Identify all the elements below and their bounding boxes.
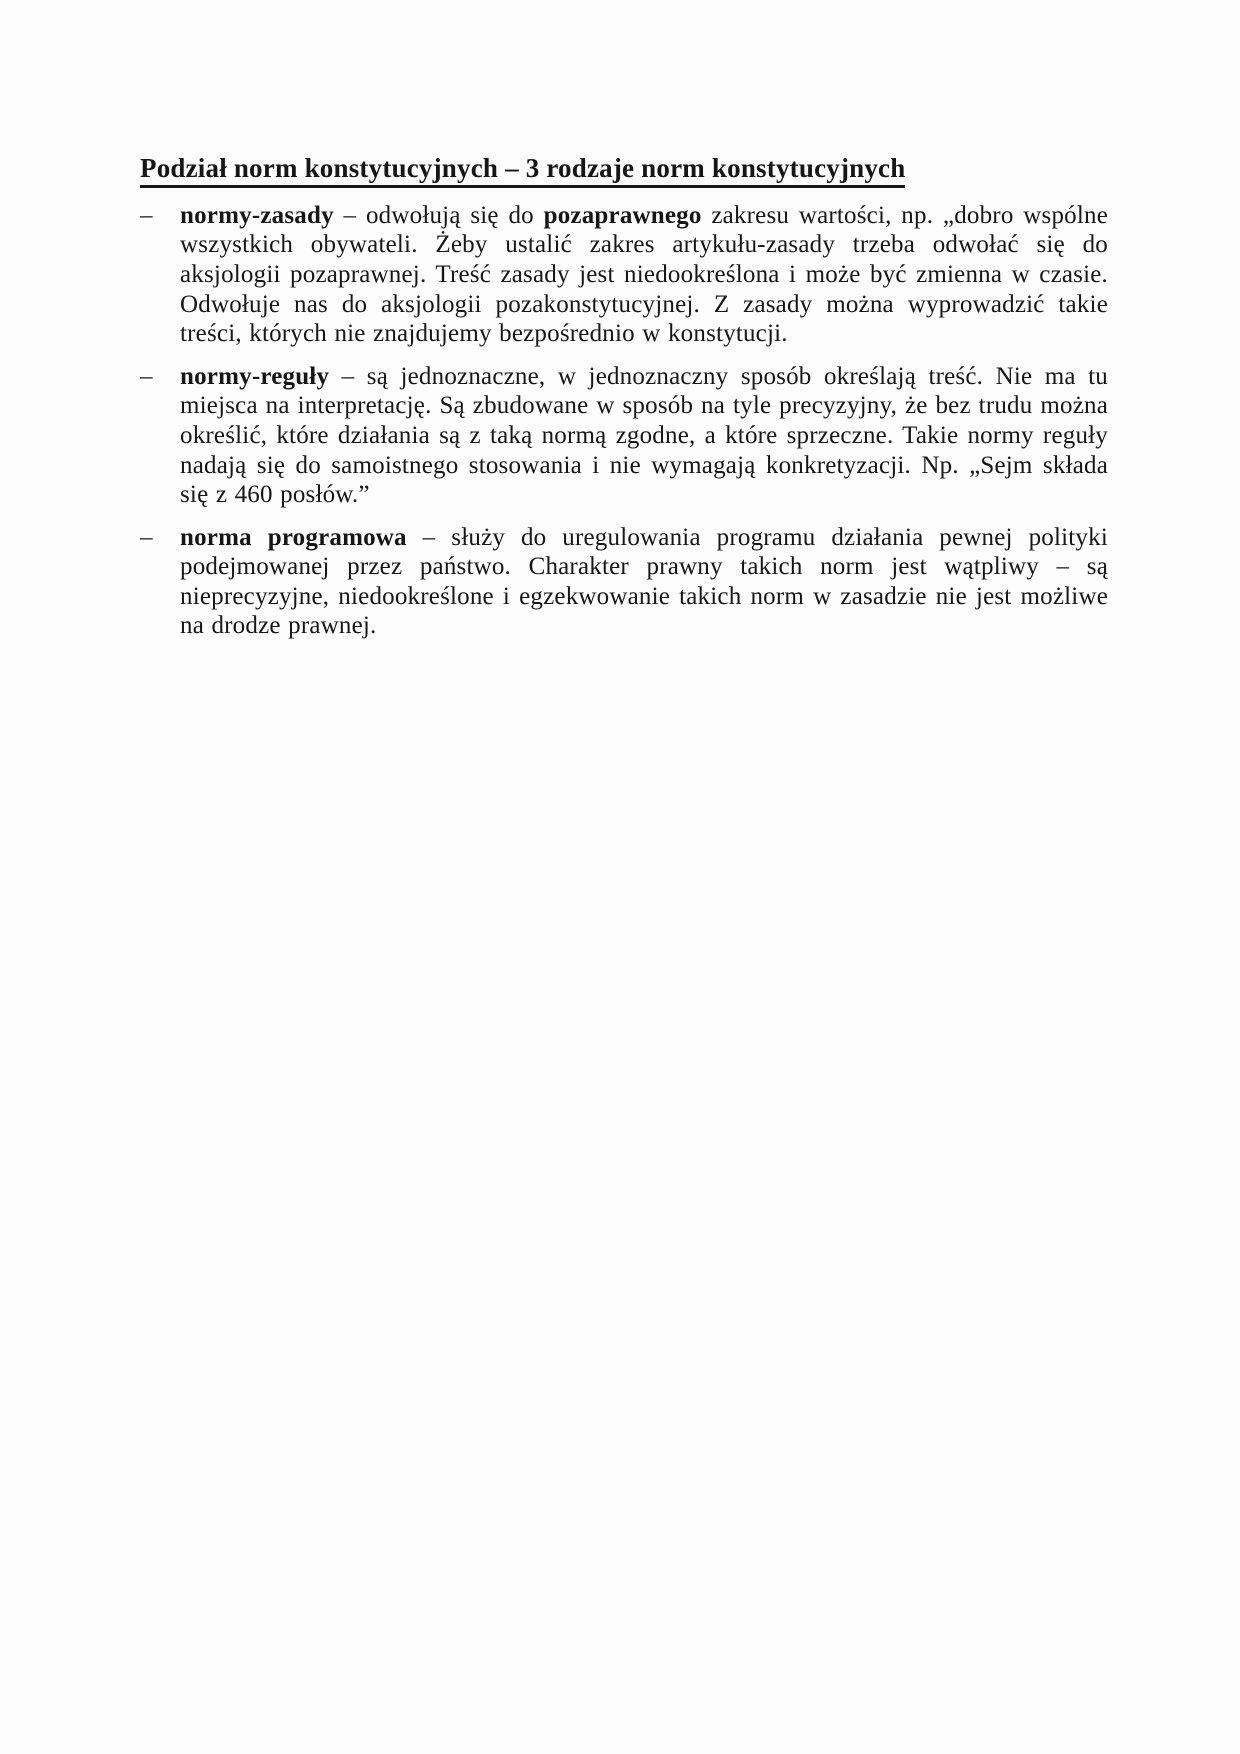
list-item (140, 362, 1108, 510)
page-title (140, 152, 1108, 186)
term-pozaprawnego: pozaprawnego (543, 201, 702, 229)
bullet-text-segment: – służy do uregulowania programu działania pewnej polityki podejmowanej przez państwo. Charakter prawny takich norm jest wątpliwy – są nieprecyzyjne, niedookreślone i egzekwowanie takich norm w zasadzie nie jest możliwe na drodze prawnej. (180, 523, 1108, 640)
list-item (140, 201, 1108, 349)
page-title-text: Podział norm konstytucyjnych – 3 rodzaje norm konstytucyjnych (140, 153, 905, 188)
term-norma-programowa: norma programowa (180, 523, 407, 551)
bullet-text (180, 201, 1108, 349)
bullet-dash: – (140, 523, 153, 551)
bullet-list (140, 201, 1108, 641)
bullet-text (180, 362, 1108, 510)
bullet-dash: – (140, 362, 153, 390)
bullet-dash: – (140, 201, 153, 229)
bullet-text-segment: – odwołują się do (333, 201, 544, 229)
bullet-text (180, 523, 1108, 641)
list-item (140, 523, 1108, 641)
term-normy-reguly: normy-reguły (180, 362, 330, 390)
term-normy-zasady: normy-zasady (180, 201, 334, 229)
document-content (140, 152, 1108, 654)
bullet-text-segment: – są jednoznaczne, w jednoznaczny sposób określają treść. Nie ma tu miejsca na interpretację. Są zbudowane w sposób na tyle precyzyjny, że bez trudu można określić, które działania są z taką normą zgodne, a które sprzeczne. Takie normy reguły nadają się do samoistnego stosowania i nie wymagają konkretyzacji. Np. „Sejm składa się z 460 posłów.” (180, 362, 1108, 509)
bullet-text-segment: zakresu wartości, np. „dobro wspólne wszystkich obywateli. Żeby ustalić zakres artykułu-zasady trzeba odwołać się do aksjologii pozaprawnej. Treść zasady jest niedookreślona i może być zmienna w czasie. Odwołuje nas do aksjologii pozakonstytucyjnej. Z zasady można wyprowadzić takie treści, których nie znajdujemy bezpośrednio w konstytucji. (180, 201, 1108, 348)
